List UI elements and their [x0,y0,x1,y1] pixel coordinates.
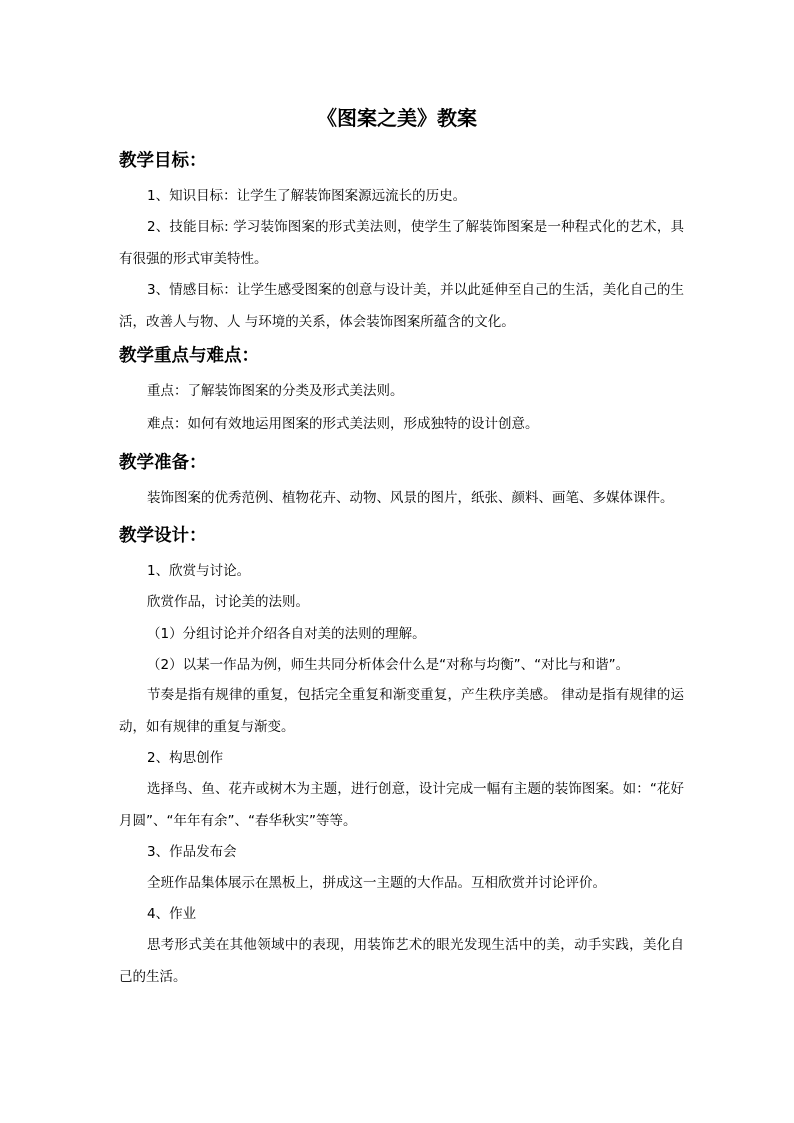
paragraph: 思考形式美在其他领域中的表现，用装饰艺术的眼光发现生活中的美，动手实践，美化自己的生活。 [119,937,684,985]
paragraph: 全班作品集体展示在黑板上，拼成这一主题的大作品。互相欣赏并讨论评价。 [147,875,606,891]
section-heading-key-points: 教学重点与难点： [119,346,259,366]
paragraph: 节奏是指有规律的重复，包括完全重复和渐变重复，产生秩序美感。 律动是指有规律的运动，如有规律的重复与渐变。 [119,687,684,735]
paragraph: 欣赏作品，讨论美的法则。 [147,594,309,610]
paragraph: 2、构思创作 [147,750,224,766]
paragraph: 4、作业 [147,906,197,922]
paragraph: 1、知识目标：让学生了解装饰图案源远流长的历史。 [147,188,467,204]
section-heading-preparation: 教学准备： [119,453,207,473]
paragraph: 3、情感目标：让学生感受图案的创意与设计美，并以此延伸至自己的生活，美化自己的生活，改善人与物、人 与环境的关系，体会装饰图案所蕴含的文化。 [119,282,684,330]
section-heading-objectives: 教学目标： [119,151,207,171]
paragraph: （2）以某一作品为例，师生共同分析体会什么是“对称与均衡”、“对比与和谐”。 [147,657,630,673]
paragraph: 选择鸟、鱼、花卉或树木为主题，进行创意，设计完成一幅有主题的装饰图案。如：“花好月圆”、“年年有余”、“春华秋实”等等。 [119,781,684,829]
paragraph: 难点：如何有效地运用图案的形式美法则，形成独特的设计创意。 [147,416,539,432]
paragraph: 1、欣赏与讨论。 [147,563,251,579]
paragraph: 3、作品发布会 [147,844,237,860]
paragraph: 2、技能目标: 学习装饰图案的形式美法则，使学生了解装饰图案是一种程式化的艺术，具有很强的形式审美特性。 [119,219,684,267]
paragraph: 装饰图案的优秀范例、植物花卉、动物、风景的图片，纸张、颜料、画笔、多媒体课件。 [147,490,674,506]
document-title: 《图案之美》教案 [317,106,477,130]
paragraph: （1）分组讨论并介绍各自对美的法则的理解。 [147,626,426,642]
section-heading-design: 教学设计： [119,526,207,546]
paragraph: 重点：了解装饰图案的分类及形式美法则。 [147,383,404,399]
